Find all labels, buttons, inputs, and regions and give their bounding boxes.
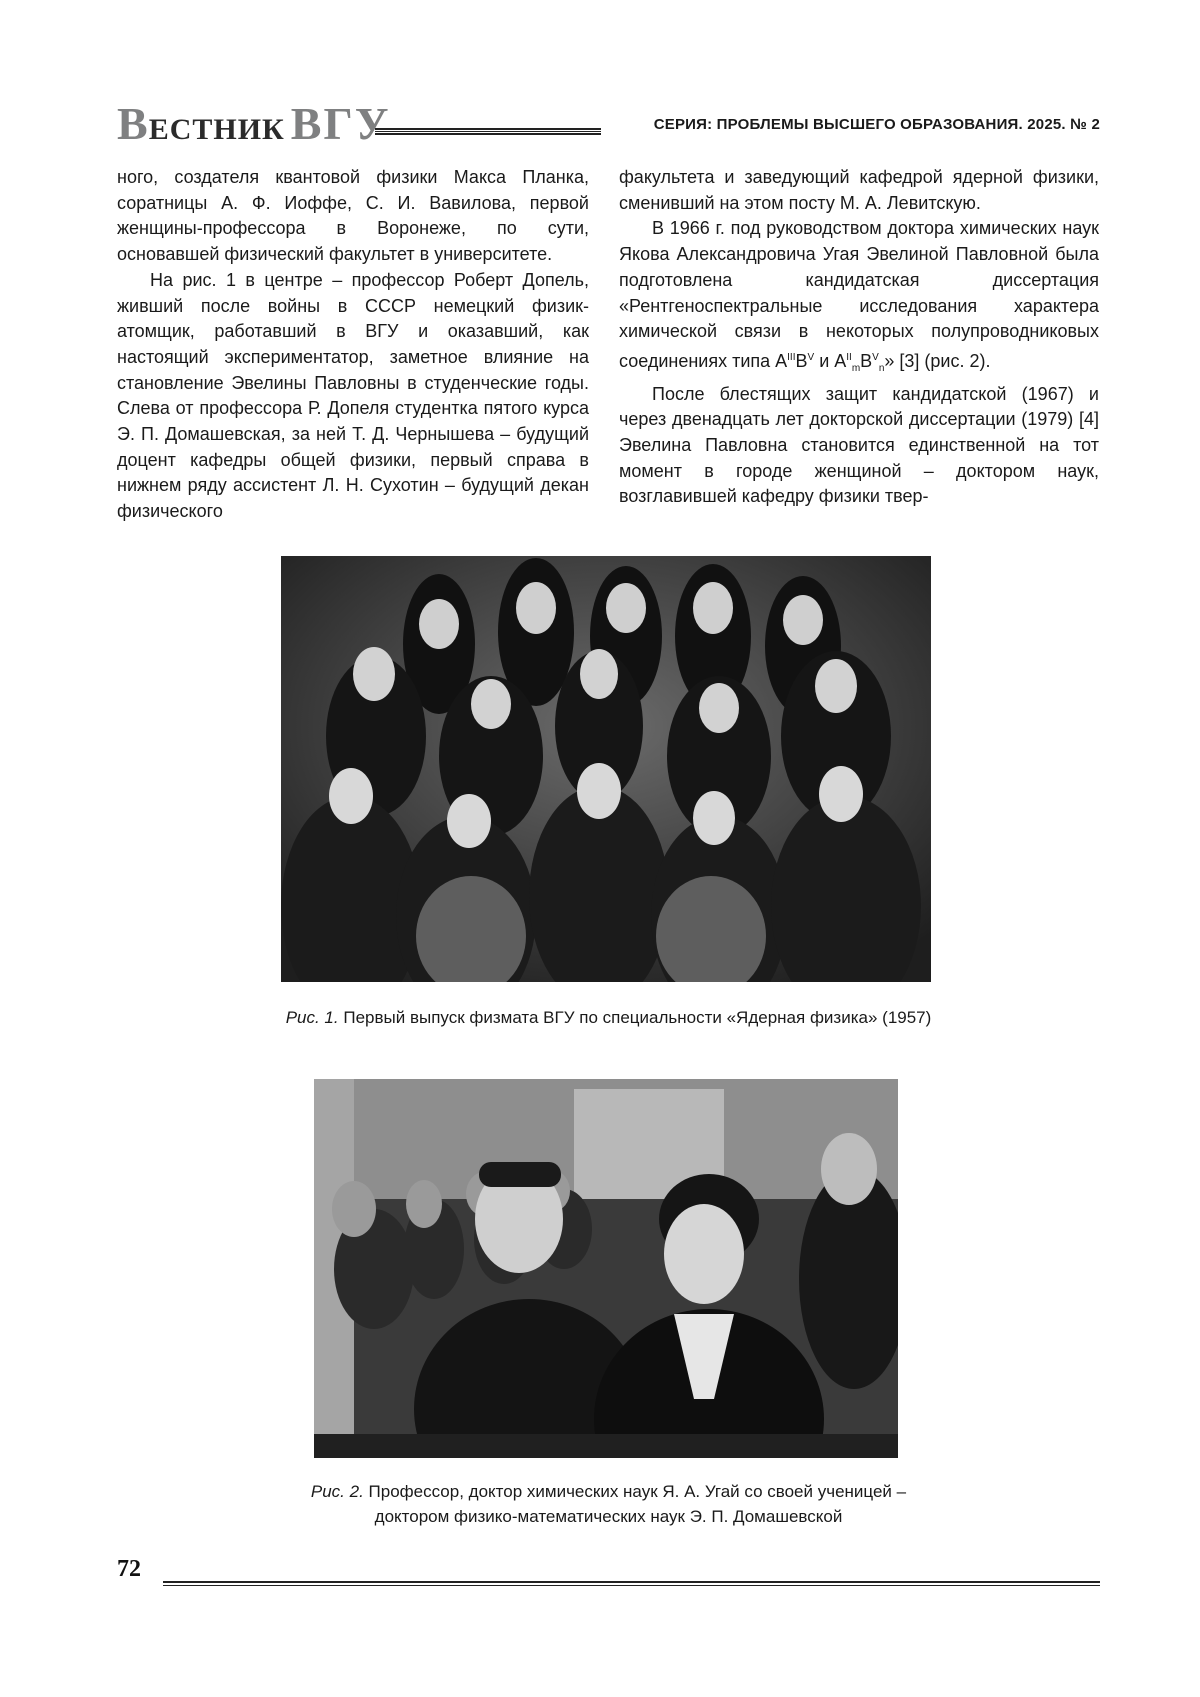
figure-2-caption: Рис. 2. Профессор, доктор химических наук Я. А. Угай со своей ученицей – доктором физико-математических наук Э. П. Домашевской: [117, 1479, 1100, 1529]
paragraph: ного, создателя квантовой физики Макса Планка, соратницы А. Ф. Иоффе, С. И. Вавилова, первой женщины-профессора в Воронеже, по сути, основавшей физический факультет в университете.: [117, 165, 589, 268]
left-column: [117, 165, 589, 525]
journal-title-word: ЕСТНИК: [149, 113, 285, 146]
running-header: [117, 100, 1100, 148]
portrait-photo: [314, 1079, 898, 1458]
series-title: СЕРИЯ: ПРОБЛЕМЫ ВЫСШЕГО ОБРАЗОВАНИЯ. 2025. № 2: [654, 116, 1100, 133]
page-number: 72: [117, 1556, 141, 1583]
paragraph: На рис. 1 в центре – профессор Роберт Допель, живший после войны в СССР немецкий физик-атомщик, работавший в ВГУ и оказавший, как настоящий экспериментатор, заметное влияние на становление Эвелины Павловны в студенческие годы. Слева от профессора Р. Допеля студентка пятого курса Э. П. Домашевская, за ней Т. Д. Чернышева – будущий доцент кафедры общей физики, первый справа в нижнем ряду ассистент Л. Н. Сухотин – будущий декан физического: [117, 268, 589, 525]
paragraph: В 1966 г. под руководством доктора химических наук Якова Александровича Угая Эвелиной Павловной была подготовлена кандидатская диссертация «Рентгеноспектральные исследования характера химической связи в некоторых полупроводниковых соединениях типа AIIIBV и AIImBVn» [3] (рис. 2).: [619, 216, 1099, 381]
figure-1-photo: [281, 556, 931, 982]
figure-2-photo: [314, 1079, 898, 1458]
header-rule: [375, 128, 601, 135]
group-photo: [281, 556, 931, 982]
journal-title-initial: В: [117, 98, 149, 149]
footer-rule: [163, 1581, 1100, 1586]
right-column: [619, 165, 1099, 510]
journal-title: [117, 100, 391, 159]
paragraph: факультета и заведующий кафедрой ядерной физики, сменивший на этом посту М. А. Левитскую.: [619, 165, 1099, 216]
paragraph: После блестящих защит кандидатской (1967) и через двенадцать лет докторской диссертации (1979) [4] Эвелина Павловна становится единственной на тот момент в городе женщиной – доктором наук, возглавившей кафедру физики твер-: [619, 382, 1099, 511]
journal-title-vgu: ВГУ: [291, 98, 391, 149]
figure-1-caption: Рис. 1. Первый выпуск физмата ВГУ по специальности «Ядерная физика» (1957): [117, 1005, 1100, 1030]
